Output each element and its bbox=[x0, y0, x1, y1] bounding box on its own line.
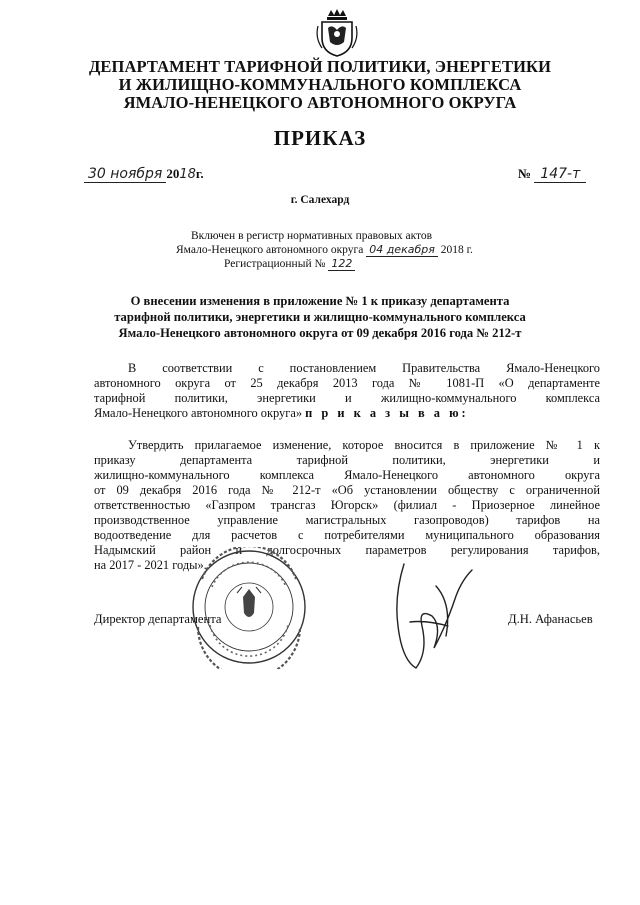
round-seal-icon bbox=[172, 547, 326, 669]
registry-line-2-suffix: 2018 г. bbox=[440, 244, 473, 256]
operative-line: ответственностью «Газпром трансгаз Югорск» (филиал - Приозерное линейное bbox=[94, 498, 600, 512]
preamble-line-last bbox=[94, 406, 600, 421]
operative-line: водоотведение для расчетов с потребителями муниципального образования bbox=[94, 528, 600, 542]
registry-handwritten-date: 04 декабря bbox=[366, 243, 438, 257]
operative-paragraph bbox=[94, 438, 600, 573]
handwritten-date: 30 ноября bbox=[84, 166, 166, 183]
department-name bbox=[0, 58, 640, 112]
document-type-title: ПРИКАЗ bbox=[273, 126, 367, 150]
preamble-line: В соответствии с постановлением Правительства Ямало-Ненецкого bbox=[128, 361, 600, 375]
signer-name: Д.Н. Афанасьев bbox=[508, 612, 593, 626]
department-line-2: И ЖИЛИЩНО-КОММУНАЛЬНОГО КОМПЛЕКСА bbox=[118, 75, 522, 94]
preamble-line: автономного округа от 25 декабря 2013 года № 1081-П «О департаменте bbox=[94, 376, 600, 390]
registry-handwritten-number: 122 bbox=[328, 257, 355, 271]
subject-line-2: тарифной политики, энергетики и жилищно-коммунального комплекса bbox=[114, 310, 526, 324]
command-word: п р и к а з ы в а ю: bbox=[305, 406, 469, 420]
signer-position: Директор департамента bbox=[94, 612, 222, 626]
operative-line: от 09 декабря 2016 года № 212-т «Об установлении обществу с ограниченной bbox=[94, 483, 600, 497]
registry-line-2 bbox=[176, 243, 473, 257]
department-line-3: ЯМАЛО-НЕНЕЦКОГО АВТОНОМНОГО ОКРУГА bbox=[123, 93, 517, 112]
year-printed: 20 bbox=[166, 166, 180, 181]
registry-stamp bbox=[176, 229, 473, 271]
order-subject bbox=[0, 293, 640, 341]
order-date bbox=[84, 166, 204, 182]
handwritten-number: 147-т bbox=[534, 166, 586, 183]
registry-line-2-prefix: Ямало-Ненецкого автономного округа bbox=[176, 244, 364, 256]
operative-line: производственное управление магистральных газопроводов) тарифов на bbox=[94, 513, 600, 527]
operative-line: приказу департамента тарифной политики, энергетики и bbox=[94, 453, 600, 467]
registry-line-1: Включен в регистр нормативных правовых актов bbox=[191, 230, 433, 242]
operative-line: Надымский район и долгосрочных параметров регулирования тарифов, bbox=[94, 543, 600, 557]
department-line-1: ДЕПАРТАМЕНТ ТАРИФНОЙ ПОЛИТИКИ, ЭНЕРГЕТИКИ bbox=[88, 57, 552, 76]
operative-line: жилищно-коммунального комплекса Ямало-Ненецкого автономного округа bbox=[94, 468, 600, 482]
handwritten-signature-icon bbox=[376, 556, 486, 676]
preamble-line: тарифной политики, энергетики и жилищно-коммунального комплекса bbox=[94, 391, 600, 405]
registry-number-label: Регистрационный № bbox=[224, 258, 326, 270]
preamble-line-text: Ямало-Ненецкого автономного округа» bbox=[94, 406, 303, 420]
year-suffix: г. bbox=[195, 166, 204, 181]
operative-line: Утвердить прилагаемое изменение, которое вносится в приложение № 1 к bbox=[128, 438, 600, 452]
city: г. Салехард bbox=[290, 194, 350, 206]
subject-line-3: Ямало-Ненецкого автономного округа от 09 декабря 2016 года № 212-т bbox=[118, 326, 522, 340]
coat-of-arms-icon bbox=[314, 8, 360, 58]
order-number bbox=[518, 166, 586, 182]
number-sign: № bbox=[518, 166, 532, 181]
registry-line-3 bbox=[176, 257, 473, 271]
subject-line-1: О внесении изменения в приложение № 1 к приказу департамента bbox=[130, 294, 510, 308]
handwritten-year: 18 bbox=[179, 167, 196, 182]
operative-line-last: на 2017 - 2021 годы». bbox=[94, 558, 207, 572]
preamble-paragraph bbox=[94, 361, 600, 421]
